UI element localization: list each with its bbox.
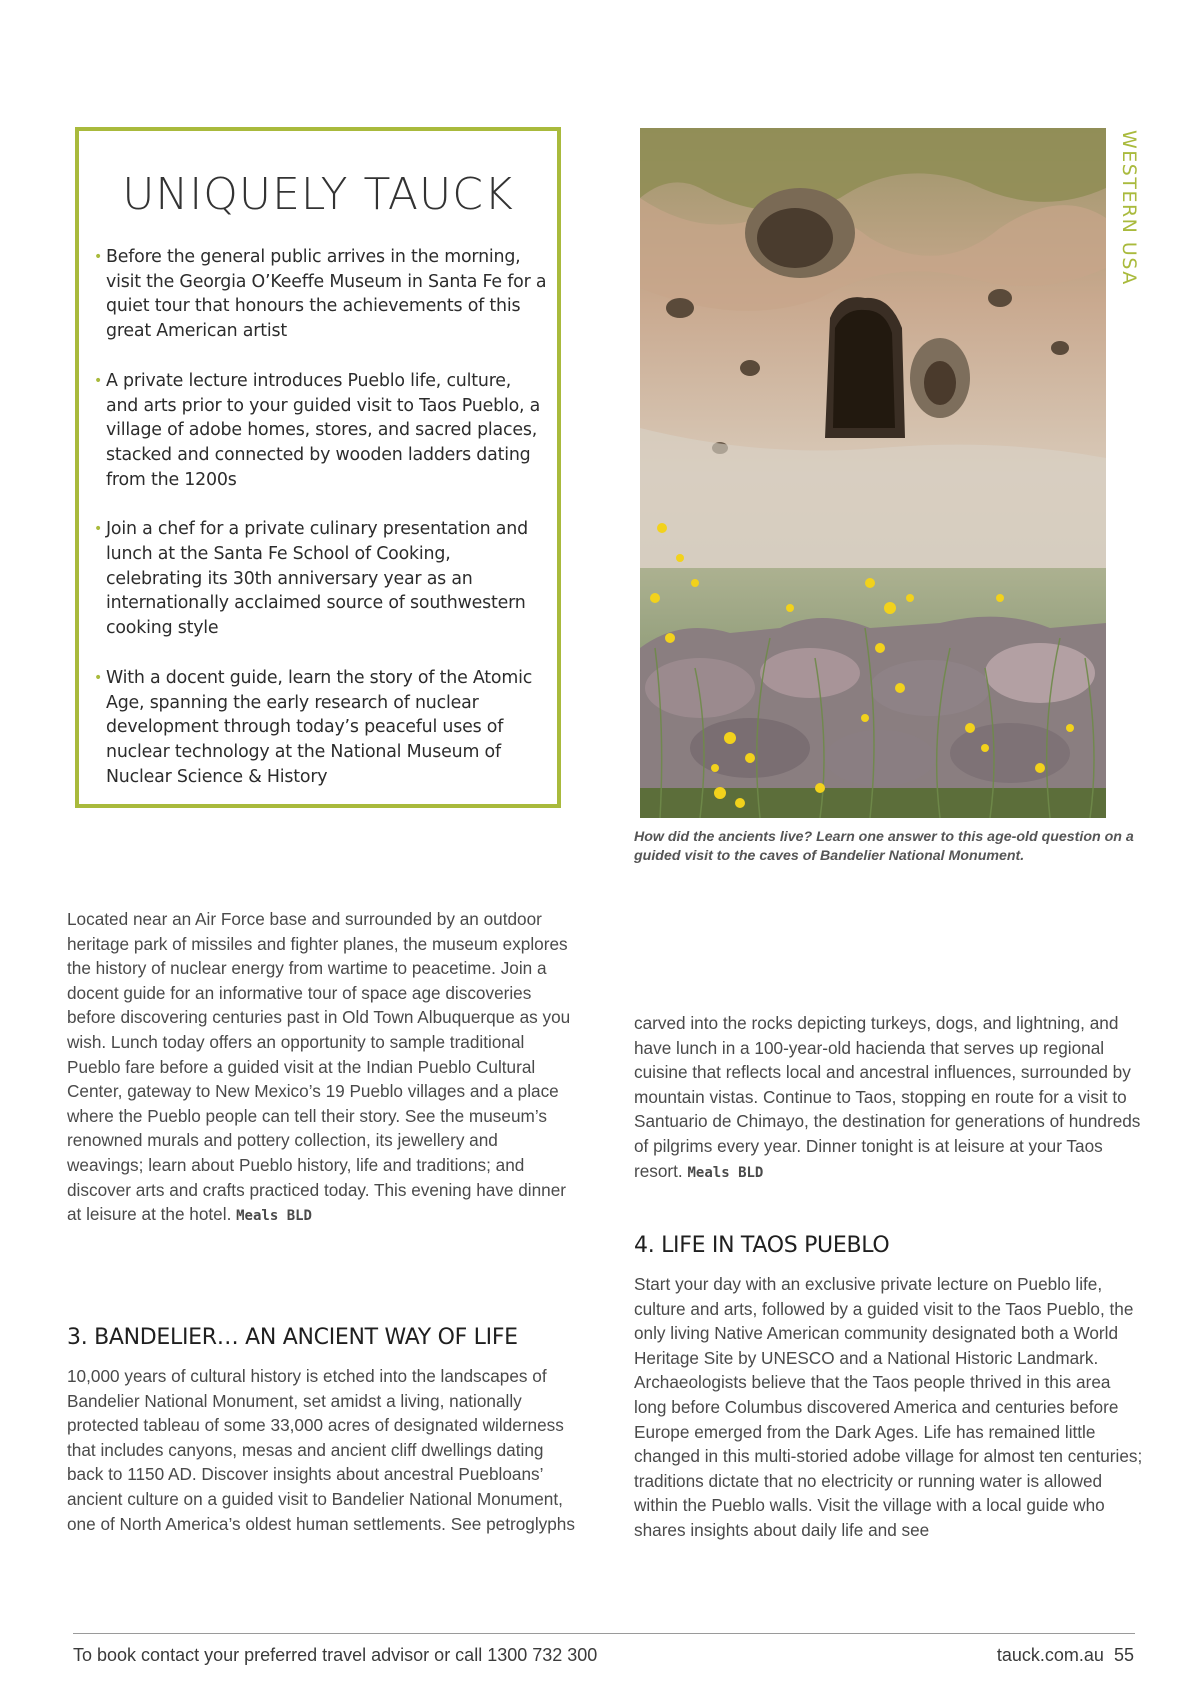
footer-divider	[73, 1633, 1135, 1634]
highlights-list	[92, 245, 547, 814]
section-3-paragraph: 10,000 years of cultural history is etched into the landscapes of Bandelier National Monument, set amidst a living, nationally protected tableau of some 33,000 acres of designated wilderness that includes canyons, mesas and ancient cliff dwellings dating back to 1150 AD. Discover insights about ancestral Puebloans’ ancient culture on a guided visit to Bandelier National Monument, one of North America’s oldest human settlements. See petroglyphs	[67, 1366, 575, 1534]
list-item: • A private lecture introduces Pueblo life, culture, and arts prior to your guided visit to Taos Pueblo, a village of adobe homes, stores, and sacred places, stacked and connected by wooden ladders dating from the 1200s	[94, 370, 541, 490]
bullet-icon: •	[94, 521, 103, 538]
list-item: • Before the general public arrives in the morning, visit the Georgia O’Keeffe Museum in Santa Fe for a quiet tour that honours the achievements of this great American artist	[94, 247, 547, 342]
list-item: • Join a chef for a private culinary presentation and lunch at the Santa Fe School of Cooking, celebrating its 30th anniversary year as an internationally acclaimed source of southwestern cooking style	[94, 519, 528, 639]
website-link[interactable]: tauck.com.au	[996, 1645, 1104, 1665]
meals-label: Meals BLD	[236, 1208, 312, 1225]
footer-right	[997, 1645, 1134, 1666]
section-3-heading: 3. BANDELIER… AN ANCIENT WAY OF LIFE	[67, 1325, 518, 1350]
cliff-dwellings-photo	[640, 128, 1106, 818]
bullet-icon: •	[94, 249, 103, 265]
box-title: UNIQUELY TAUCK	[122, 169, 514, 220]
section-4-paragraph: Start your day with an exclusive private lecture on Pueblo life, culture and arts, followed by a guided visit to the Taos Pueblo, the only living Native American community designated both a World Heritage Site by UNESCO and a National Historic Landmark. Archaeologists believe that the Taos people thrived in this area long before Columbus discovered America and centuries before Europe emerged from the Dark Ages. Life has remained little changed in this multi-storied adobe village for almost ten centuries; traditions dictate that no electricity or running water is allowed within the Pueblo walls. Visit the village with a local guide who shares insights about daily life and see	[634, 1274, 1143, 1540]
uniquely-tauck-box	[75, 127, 561, 808]
region-label: WESTERN USA	[1118, 130, 1140, 286]
section-4-heading: 4. LIFE IN TAOS PUEBLO	[634, 1233, 890, 1258]
footer-booking: To book contact your preferred travel advisor or call 1300 732 300	[73, 1645, 598, 1665]
bullet-icon: •	[94, 372, 103, 389]
bullet-icon: •	[94, 669, 103, 686]
photo-caption: How did the ancients live? Learn one answer to this age-old question on a guided visit to the caves of Bandelier National Monument.	[634, 829, 1134, 864]
intro-paragraph: Located near an Air Force base and surrounded by an outdoor heritage park of missiles and fighter planes, the museum explores the history of nuclear energy from wartime to peacetime. Join a docent guide for an informative tour of space age discoveries before discovering centuries past in Old Town Albuquerque as you wish. Lunch today offers an opportunity to sample traditional Pueblo fare before a guided visit at the Indian Pueblo Cultural Center, gateway to New Mexico’s 19 Pueblo villages and a place where the Pueblo people can tell their story. See the museum’s renowned murals and pottery collection, its jewellery and weavings; learn about Pueblo history, life and traditions; and discover arts and crafts practiced today. This evening have dinner at leisure at the hotel. Meals BLD	[67, 909, 571, 1225]
continued-paragraph: carved into the rocks depicting turkeys, dogs, and lightning, and have lunch in a 100-year-old hacienda that serves up regional cuisine that reflects local and ancestral influences, surrounded by mountain vistas. Continue to Taos, stopping en route for a visit to Santuario de Chimayo, the destination for generations of hundreds of pilgrims every year. Dinner tonight is at leisure at your Taos resort. Meals BLD	[634, 1013, 1141, 1181]
page-number: 55	[1113, 1645, 1134, 1665]
list-item: • With a docent guide, learn the story of the Atomic Age, spanning the early research of nuclear development through today’s peaceful uses of nuclear technology at the National Museum of Nuclear Science & History	[94, 667, 533, 787]
meals-label: Meals BLD	[687, 1164, 764, 1181]
